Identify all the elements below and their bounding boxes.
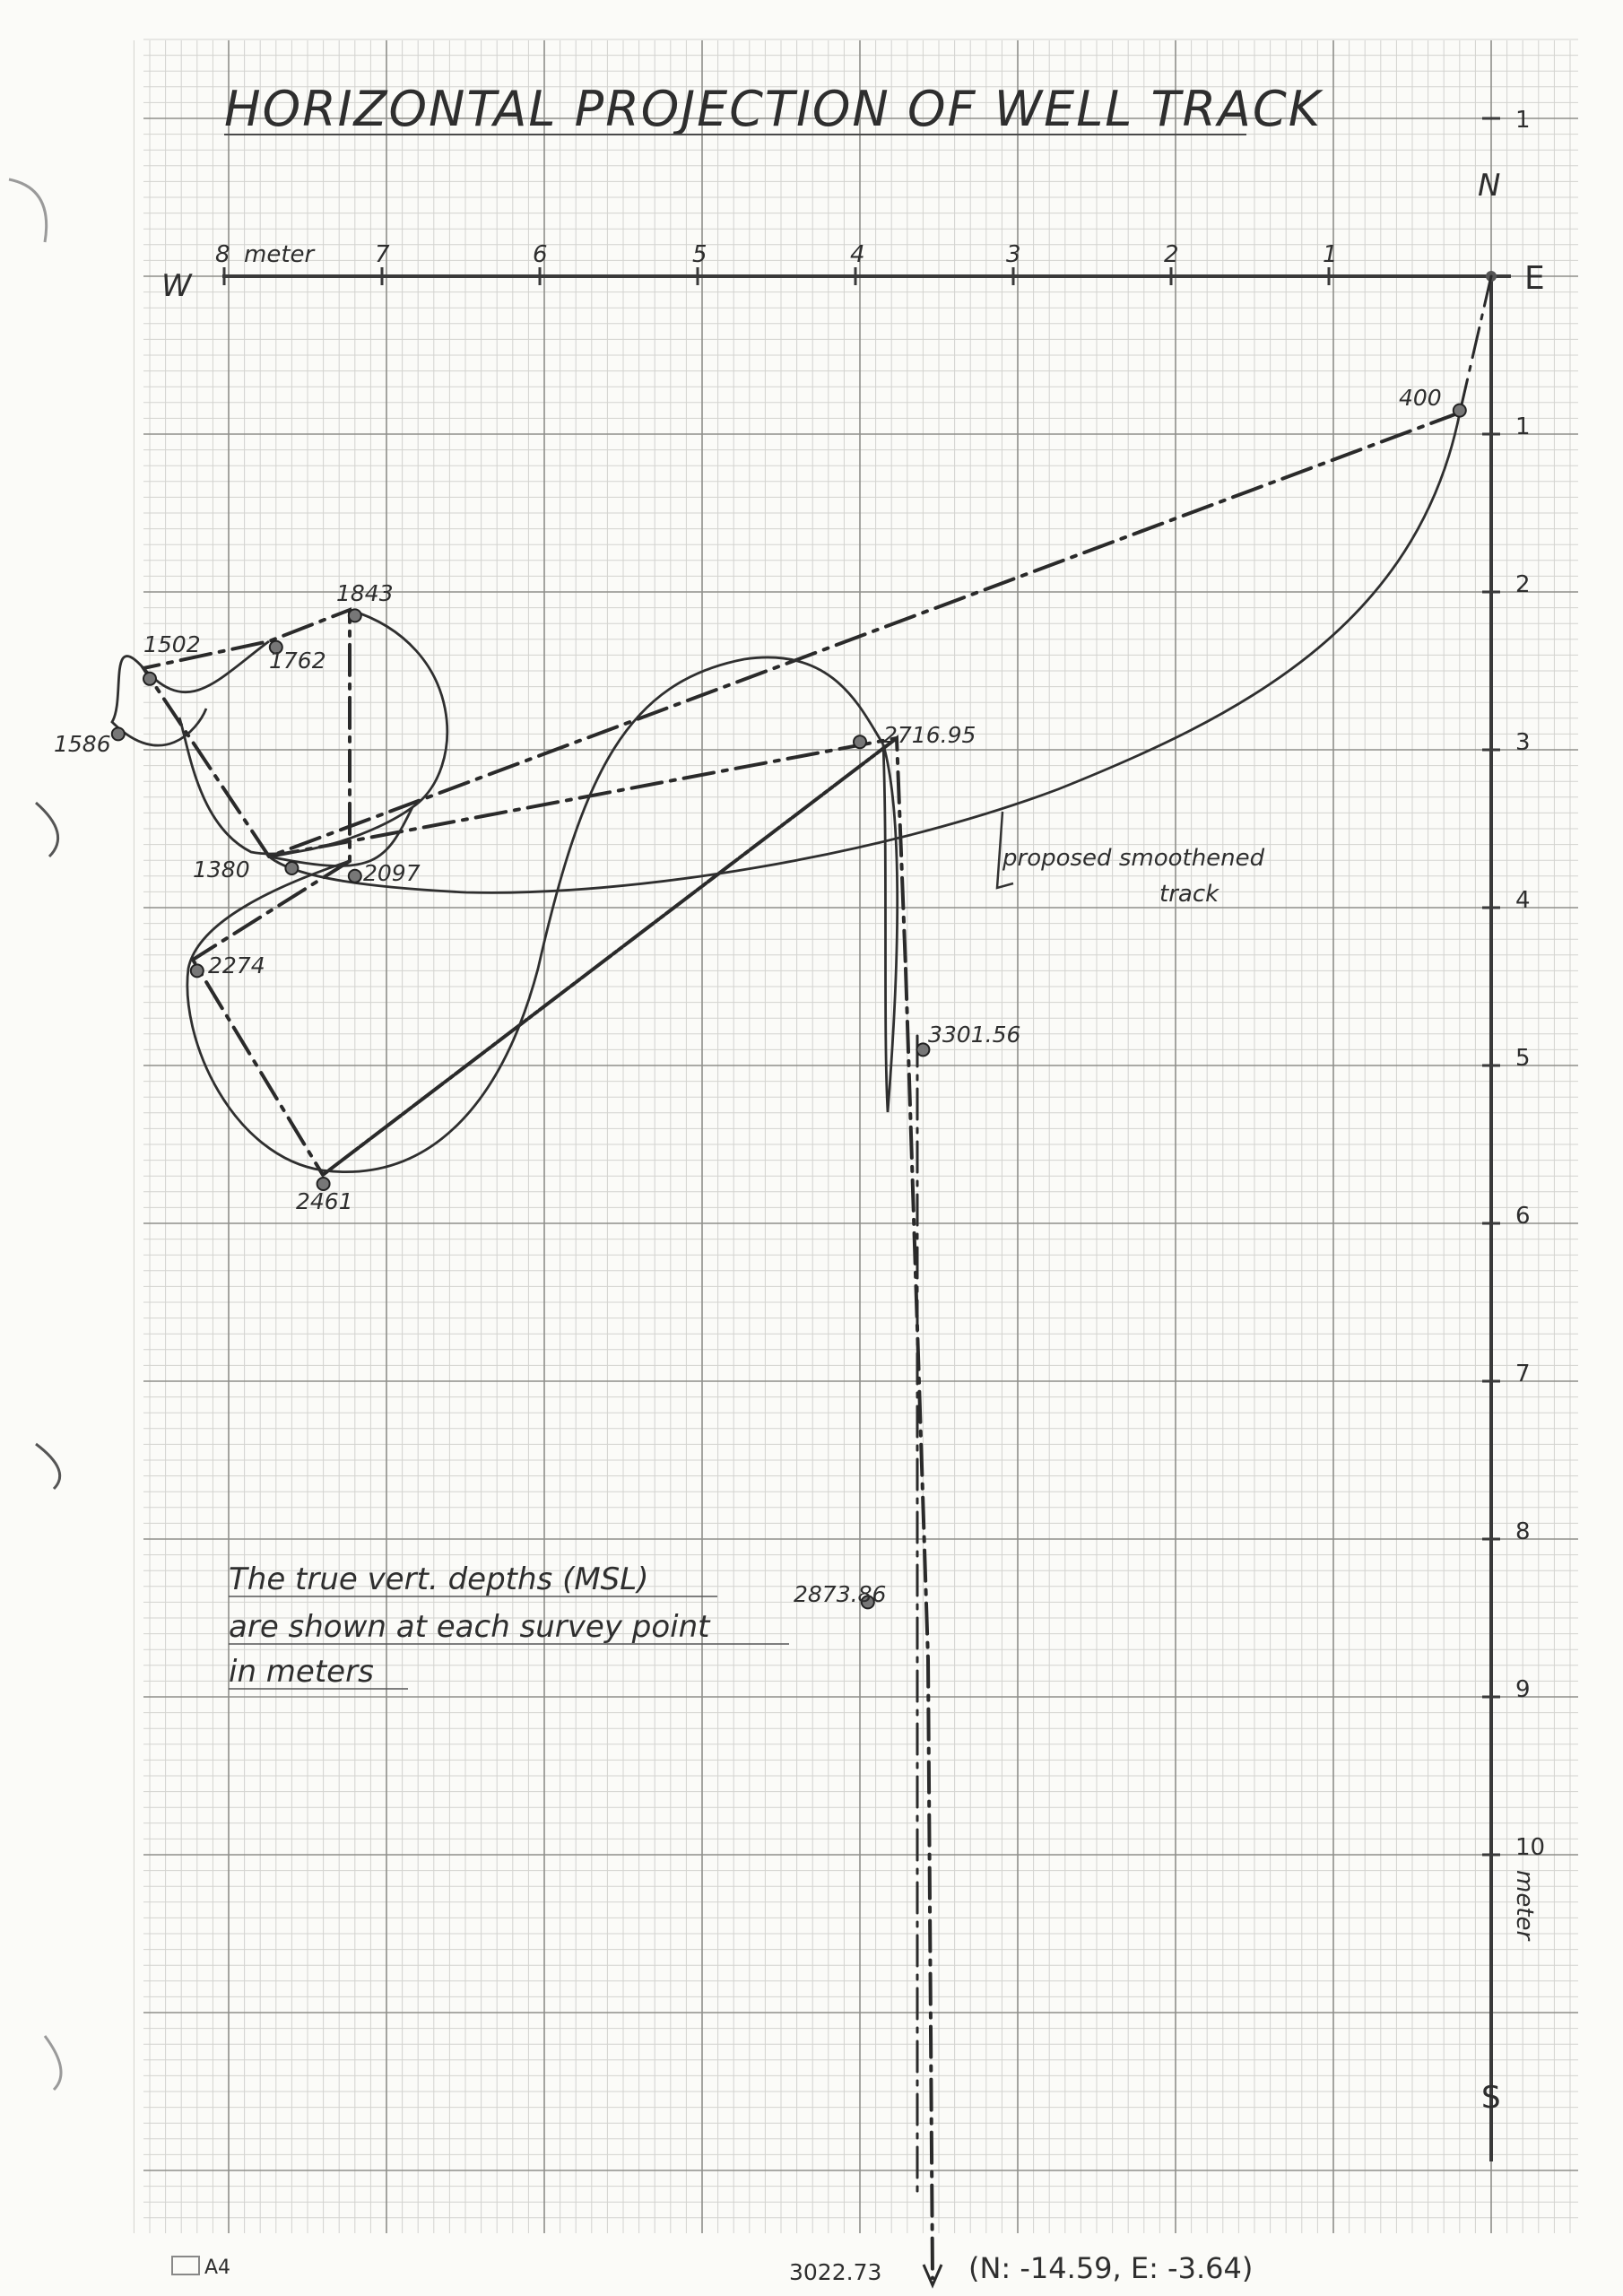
label-2274: 2274 (208, 952, 265, 978)
x-tick-8: 8 (215, 241, 230, 268)
y-tick-5: 5 (1515, 1045, 1531, 1072)
x-tick-1: 1 (1323, 241, 1338, 268)
compass-west: W (161, 268, 192, 304)
depth-note-line3: in meters (229, 1654, 374, 1690)
paper-size-mark: A4 (204, 2257, 231, 2279)
y-axis-unit-label: meter (1511, 1870, 1538, 1941)
survey-point-2274 (191, 964, 204, 977)
label-2873-86: 2873.86 (794, 1581, 887, 1607)
proposed-track-label-line1: proposed smoothened (1002, 845, 1265, 872)
label-1502: 1502 (143, 631, 201, 657)
label-2097: 2097 (363, 860, 421, 886)
survey-point-2716-95 (854, 735, 866, 748)
y-tick-7: 7 (1515, 1361, 1531, 1387)
survey-point-1586 (112, 727, 125, 740)
x-tick-6: 6 (533, 241, 548, 268)
y-tick-6: 6 (1515, 1203, 1531, 1230)
y-tick-3: 3 (1515, 729, 1531, 756)
depth-note-line2: are shown at each survey point (229, 1609, 710, 1645)
depth-note-line1: The true vert. depths (MSL) (229, 1561, 649, 1597)
label-1380: 1380 (193, 857, 250, 883)
x-tick-7: 7 (375, 241, 390, 268)
y-tick-9: 9 (1515, 1676, 1531, 1703)
survey-point-400 (1454, 404, 1466, 417)
proposed-track-label-line2: track (1159, 881, 1219, 908)
compass-east: E (1524, 260, 1545, 297)
compass-north: N (1478, 168, 1501, 204)
x-tick-5: 5 (692, 241, 707, 268)
label-3301-56: 3301.56 (928, 1022, 1021, 1048)
survey-point-2097 (349, 870, 361, 883)
x-tick-3: 3 (1006, 241, 1021, 268)
survey-point-1502 (143, 673, 156, 685)
label-1843: 1843 (336, 580, 394, 606)
y-tick-2: 2 (1515, 571, 1531, 598)
label-1586: 1586 (54, 731, 111, 757)
label-3022-73: 3022.73 (789, 2259, 882, 2285)
y-tick-1: 1 (1515, 413, 1531, 440)
y-tick-4: 4 (1515, 887, 1531, 914)
page-title: HORIZONTAL PROJECTION OF WELL TRACK (224, 81, 1323, 137)
final-coordinates: (N: -14.59, E: -3.64) (968, 2251, 1254, 2285)
survey-point-1380 (285, 862, 298, 874)
label-2716-95: 2716.95 (883, 722, 976, 748)
survey-point-1843 (349, 609, 361, 622)
label-2461: 2461 (296, 1188, 353, 1214)
y-tick-10: 10 (1515, 1834, 1546, 1861)
label-1762: 1762 (269, 648, 326, 674)
y-tick-north-1: 1 (1515, 107, 1531, 134)
x-axis-unit-label: meter (244, 241, 315, 268)
x-tick-4: 4 (850, 241, 865, 268)
label-400: 400 (1399, 385, 1442, 411)
compass-south: S (1481, 2080, 1501, 2116)
y-tick-8: 8 (1515, 1518, 1531, 1545)
x-tick-2: 2 (1164, 241, 1179, 268)
